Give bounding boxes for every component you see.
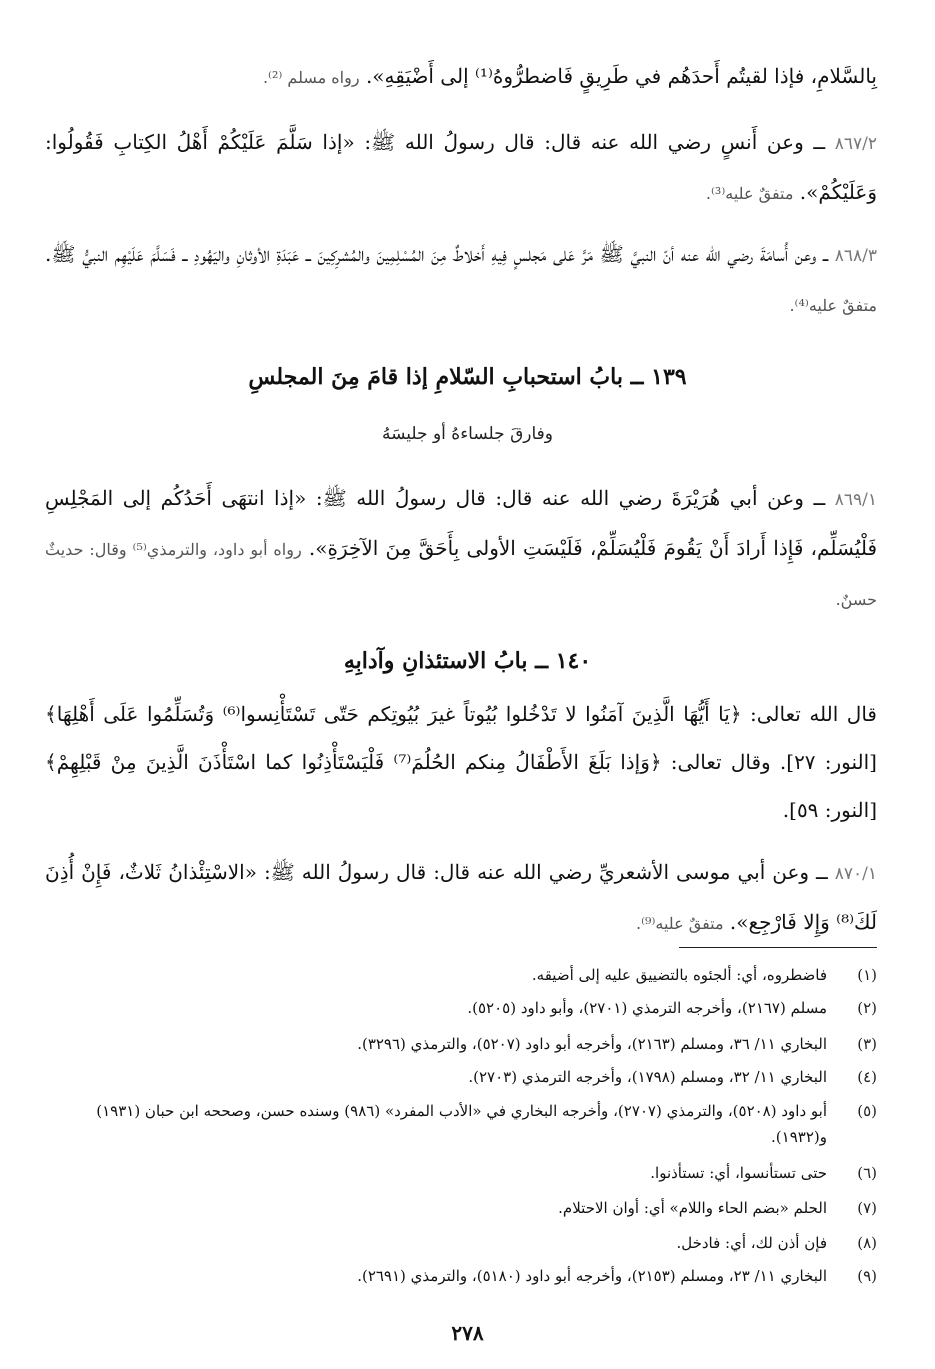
paragraph-source: رواه مسلم ⁽²⁾. — [262, 68, 360, 87]
hadith-number: ٨٦٧/٢ — [834, 134, 877, 154]
hadith-870 — [45, 848, 877, 948]
hadith-number: ٨٦٨/٣ — [834, 246, 877, 266]
chapter-139-subtitle: وفارقَ جلساءهُ أو جليسَهُ — [382, 424, 553, 444]
hadith-number: ٨٦٩/١ — [834, 490, 878, 510]
quran-verses — [45, 690, 877, 834]
footnote-text: البخاري ١١/ ٣٢، ومسلم (١٧٩٨)، وأخرجه الترمذي (٢٧٠٣). — [468, 1068, 827, 1086]
paragraph-text: ــ وعن أبي هُرَيْرَةَ رضي الله عنه قال: قال رسولُ الله ﷺ: «إذا انتهَى أَحَدُكُم إلى المَجْلِسِ فَلْيُسَلِّم، فَإِذا أَرادَ أَنْ يَقُومَ فَلْيُسَلِّمْ، فَلَيْسَتِ الأولى بِأَحَقَّ مِنَ الآخِرَةِ». — [45, 486, 877, 560]
footnote-text: مسلم (٢١٦٧)، وأخرجه الترمذي (٢٧٠١)، وأبو داود (٥٢٠٥). — [467, 999, 827, 1017]
footnote-6 — [58, 1160, 877, 1186]
footnote-number: (٧) — [857, 1199, 877, 1217]
footnote-number: (١) — [857, 966, 877, 984]
paragraph-text: بِالسَّلامِ، فإذا لقيتُم أَحدَهُم في طَرِيقٍ فَاضطرُّوهُ⁽¹⁾ إلى أَضْيَقِهِ». — [365, 64, 877, 88]
hadith-869 — [45, 474, 877, 624]
footnote-number: (٢) — [857, 999, 877, 1017]
footnote-number: (٤) — [857, 1068, 877, 1086]
footnote-8 — [58, 1230, 877, 1256]
footnote-number: (٦) — [857, 1164, 877, 1182]
paragraph-text: ــ وعن أَنسٍ رضي الله عنه قال: قال رسولُ الله ﷺ: «إذا سَلَّمَ عَلَيْكُمْ أَهْلُ الكِتابِ فَقُولُوا: وَعَلَيْكُمْ». — [45, 130, 877, 204]
paragraph-text: ــ وعن أُسامَةَ رضي الله عنه أنّ النبيَّ ﷺ مَرَّ عَلى مَجلسٍ فِيهِ أَخلاطٌ مِنَ المُسْلِمِينَ والمُشرِكِينَ ــ عَبَدَةِ الأوثانِ واليَهُودِ ــ فَسَلَّمَ عَلَيْهِم النبيُّ ﷺ. — [45, 242, 829, 266]
paragraph-source: متفقٌ عليه⁽³⁾. — [705, 184, 794, 203]
footnote-9 — [58, 1263, 877, 1289]
footnote-text: فاضطروه، أي: ألجئوه بالتضييق عليه إلى أضيقه. — [531, 966, 827, 984]
paragraph-continuation — [45, 52, 877, 102]
hadith-867 — [45, 118, 877, 218]
chapter-139-title: ١٣٩ ــ بابُ استحبابِ السّلامِ إذا قامَ مِنَ المجلسِ — [248, 364, 687, 390]
hadith-number: ٨٧٠/١ — [834, 864, 878, 884]
footnote-number: (٥) — [857, 1102, 877, 1120]
footnote-7 — [58, 1195, 877, 1221]
paragraph-text: قال الله تعالى: ﴿يَا أَيُّهَا الَّذِينَ آمَنُوا لا تَدْخُلوا بُيُوتاً غيرَ بُيُوتِكم حَتّى تَسْتَأْنِسوا⁽⁶⁾ وَتُسَلِّمُوا عَلَى أَهْلِهَا﴾ [النور: ٢٧]. وقال تعالى: ﴿وَإذا بَلَغَ الأَطْفَالُ مِنكم الحُلُمَ⁽⁷⁾ فَلْيَسْتَأْذِنُوا كما اسْتَأْذَنَ الَّذِينَ مِنْ قَبْلِهِمْ﴾ [النور: ٥٩]. — [45, 702, 877, 822]
paragraph-source: متفقٌ عليه⁽⁹⁾. — [636, 914, 724, 933]
footnote-text: فإن أذن لك، أي: فادخل. — [676, 1234, 827, 1252]
footnote-3 — [58, 1031, 877, 1057]
footnote-number: (٨) — [857, 1234, 877, 1252]
chapter-140-title: ١٤٠ ــ بابُ الاستئذانِ وآدابِهِ — [343, 648, 592, 674]
footnote-divider — [679, 947, 877, 948]
page-number: ٢٧٨ — [451, 1321, 484, 1345]
footnote-4 — [58, 1064, 877, 1090]
hadith-868 — [45, 230, 877, 330]
paragraph-text: ــ وعن أبي موسى الأشعريِّ رضي الله عنه قال: قال رسولُ الله ﷺ: «الاسْتِئْذانُ ثَلاثٌ، فَإِنْ أُذِنَ لَكَ⁽⁸⁾ وَإِلا فَارْجِع». — [45, 860, 877, 934]
footnote-text: الحلم «بضم الحاء واللام» أي: أوان الاحتلام. — [558, 1199, 827, 1217]
footnote-1 — [58, 962, 877, 988]
footnote-2 — [58, 995, 877, 1021]
footnote-text: أبو داود (٥٢٠٨)، والترمذي (٢٧٠٧)، وأخرجه البخاري في «الأدب المفرد» (٩٨٦) وسنده حسن، وصححه ابن حبان (١٩٣١) و(١٩٣٢). — [96, 1102, 827, 1146]
footnote-number: (٣) — [857, 1035, 877, 1053]
paragraph-source: رواه أبو داود، والترمذي⁽⁵⁾ وقال: حديثٌ حسنٌ. — [45, 540, 877, 609]
footnote-number: (٩) — [857, 1267, 877, 1285]
paragraph-source: متفقٌ عليه⁽⁴⁾. — [789, 296, 877, 315]
footnote-text: البخاري ١١/ ٢٣، ومسلم (٢١٥٣)، وأخرجه أبو داود (٥١٨٠)، والترمذي (٢٦٩١). — [357, 1267, 827, 1285]
footnote-5 — [58, 1098, 877, 1150]
footnote-text: حتى تستأنسوا، أي: تستأذنوا. — [650, 1164, 827, 1182]
footnote-text: البخاري ١١/ ٣٦، ومسلم (٢١٦٣)، وأخرجه أبو داود (٥٢٠٧)، والترمذي (٣٢٩٦). — [357, 1035, 827, 1053]
